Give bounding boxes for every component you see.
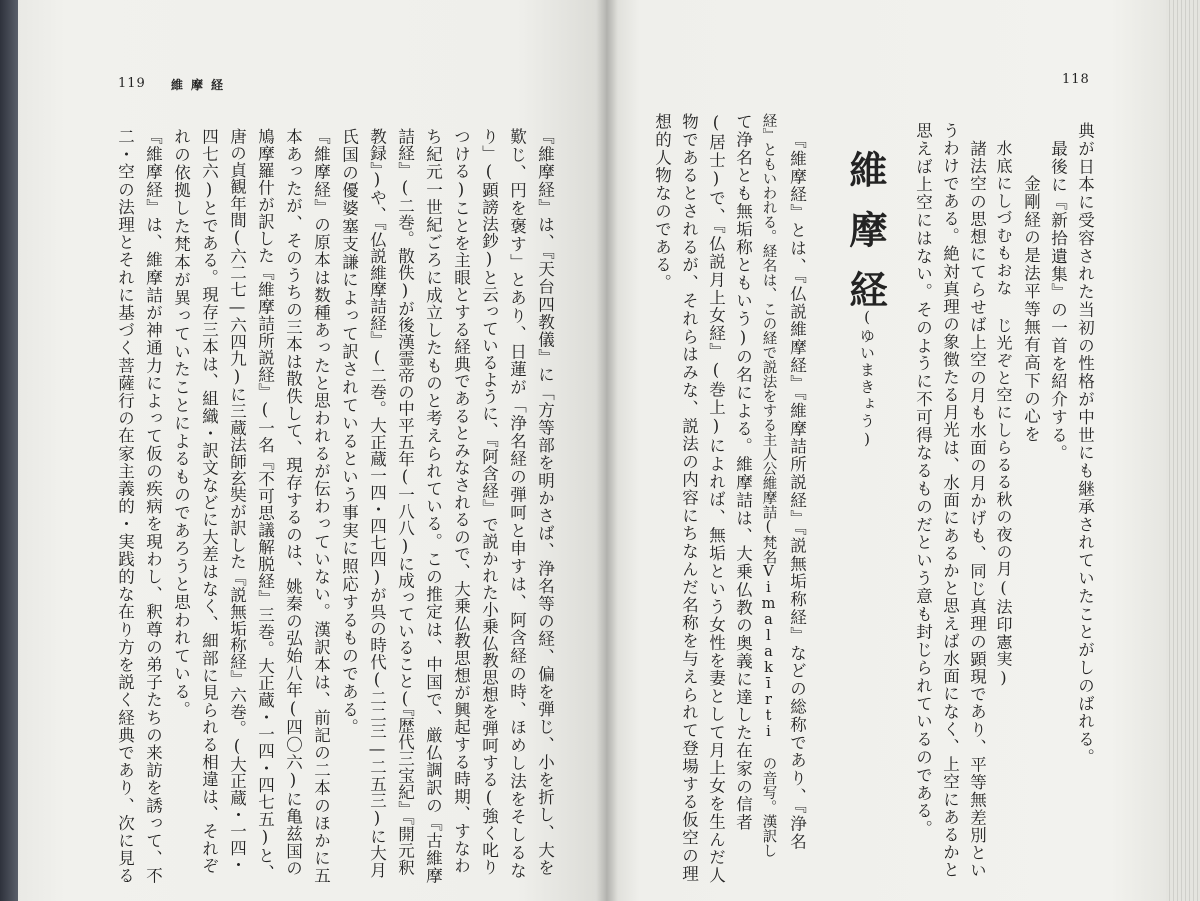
text-line: て浄名とも無垢称ともいう)の名による。維摩詰は、大乗仏教の奥義に達した在家の信者: [733, 113, 753, 832]
text-line: 物であるとされるが、それらはみな、説法の内容にちなんだ名称を与えられて登場する仮空の理: [679, 113, 699, 883]
section-title-reading: (ゆいまきょう): [858, 308, 876, 450]
page-edges: [1166, 0, 1200, 901]
text-line: 詰経』(二巻。散佚)が後漢霊帝の中平五年(一八八)に成っていること(『歴代三宝紀』『開元釈: [395, 128, 415, 876]
page-number: 118: [1062, 72, 1090, 87]
text-line: 金剛経の是法平等無有高下の心を: [1021, 175, 1041, 444]
book-cover-edge: [0, 0, 18, 901]
text-line: 思えば上空にはない。そのように不可得なるものだという意も封じられているのである。: [913, 122, 933, 838]
text-line: 『維摩経』の原本は数種あったと思われるが伝わっていない。漢訳本は、前記の二本のほかに五: [311, 128, 331, 885]
text-line: 最後に『新拾遺集』の一首を紹介する。: [1048, 140, 1068, 463]
text-line: 諸法空の思想にてらせば上空の月も水面の月かげも、同じ真理の顕現であり、平等無差別とい: [967, 140, 987, 880]
running-head: 維摩経: [171, 78, 232, 92]
text-line: 四七六)とである。現存三本は、組織・訳文などに大差はなく、細部に見られる相違は、それぞ: [199, 128, 219, 875]
text-line: (居士)で、『仏説月上女経』(巻上)によれば、無垢という女性を妻として月上女を生んだ人: [706, 113, 726, 885]
text-line: 教録』)や、『仏説維摩詰経』(二巻。大正蔵一四・四七四)が呉の時代(二二三—二五三)に大月: [367, 128, 387, 878]
text-line: 典が日本に受容された当初の性格が中世にも継承されていたことがしのばれる。: [1075, 122, 1095, 767]
book-gutter: [596, 0, 618, 901]
right-page: [606, 0, 1166, 901]
text-line: 経』ともいわれる。経名は、この経で説法をする主人公維摩詰(梵名Vimalakīrti の音写。漢訳し: [760, 113, 777, 858]
text-line: 想的人物なのである。: [652, 113, 672, 292]
text-line: 本あったが、そのうちの三本は散佚して、現存するのは、姚秦の弘始八年(四〇六)に亀兹国の: [283, 128, 303, 877]
text-line: つける)ことを主眼とする経典であるとみなされるので、大乗仏教思想が興起する時期、すなわ: [451, 128, 471, 875]
text-line: り」(顕謗法鈔)と云っているように、『阿含経』で説かれた小乗仏教思想を弾呵する(強く叱り: [479, 128, 499, 876]
left-page: [18, 0, 606, 901]
text-line: 鳩摩羅什が訳した『維摩詰所説経』(一名『不可思議解脱経』三巻。大正蔵・一四・四七五)と、: [255, 128, 275, 881]
section-title: 維摩経: [843, 150, 888, 330]
text-line: 『維摩経』とは、『仏説維摩経』『維摩詰所説経』『説無垢称経』などの総称であり、『浄名: [787, 132, 807, 851]
text-line: 二・空の法理とそれに基づく菩薩行の在家主義的・実践的な在り方を説く経典であり、次に見る: [115, 128, 135, 885]
text-line: れの依拠した梵本が異っていたことによるものであろうと思われている。: [171, 128, 191, 719]
text-line: 歎じ、円を褒す」とあり、日蓮が「浄名経の弾呵と申すは、阿含経の時、ほめし法をそしるな: [507, 128, 527, 880]
text-line: ち紀元一世紀ごろに成立したものと考えられている。この推定は、中国で、厳仏調訳の『古維摩: [423, 128, 443, 885]
text-line: 氏国の優婆塞支謙によって訳されているという事実に照応するものである。: [339, 128, 359, 737]
poem-line: 水底にしづむもおな じ光ぞと空にしらるる秋の夜の月(法印憲実): [994, 140, 1013, 689]
text-line: 唐の貞観年間(六二七—六四九)に三蔵法師玄奘が訳した『説無垢称経』六巻。(大正蔵・一四・: [227, 128, 247, 873]
page-number: 119: [118, 76, 146, 91]
text-line: 『維摩経』は、維摩詰が神通力によって仮の疾病を現わし、釈尊の弟子たちの来訪を誘って、不: [143, 128, 163, 885]
text-line: 『維摩経』は、『天台四教儀』に「方等部を明かさば、浄名等の経、偏を弾じ、小を折し、大を: [535, 128, 555, 877]
text-line: うわけである。絶対真理の象徴たる月光は、水面にあるかと思えば水面になく、上空にあるかと: [940, 122, 960, 879]
